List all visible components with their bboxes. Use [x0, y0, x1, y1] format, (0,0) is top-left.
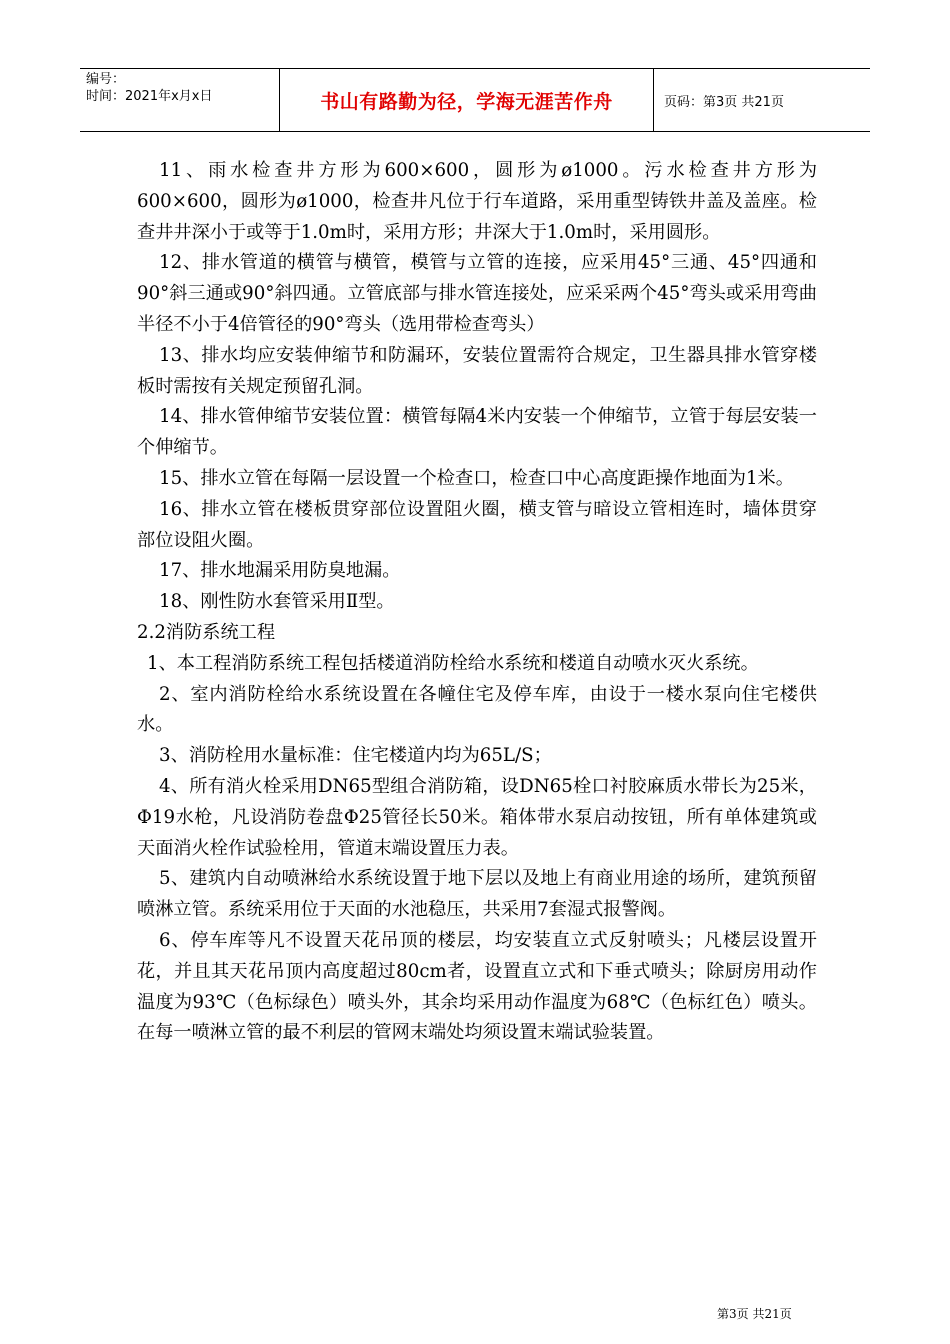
fire-paragraph-1: 1、本工程消防系统工程包括楼道消防栓给水系统和楼道自动喷水灭火系统。 [147, 652, 759, 674]
header-page-info: 页码：第3页 共21页 [664, 94, 784, 110]
page-header [80, 68, 870, 132]
document-body [137, 156, 817, 1049]
paragraph-18: 18、刚性防水套管采用Ⅱ型。 [159, 591, 395, 613]
paragraph-13: 13、排水均应安装伸缩节和防漏环，安装位置需符合规定，卫生器具排水管穿楼板时需按有关规定预留孔洞。 [137, 344, 817, 397]
paragraph-14: 14、排水管伸缩节安装位置：横管每隔4米内安装一个伸缩节，立管于每层安装一个伸缩节。 [137, 406, 817, 459]
fire-paragraph-6: 6、停车库等凡不设置天花吊顶的楼层，均安装直立式反射喷头；凡楼层设置开花，并且其天花吊顶内高度超过80cm者，设置直立式和下垂式喷头；除厨房用动作温度为93℃（色标绿色）喷头外，其余均采用动作温度为68℃（色标红色）喷头。在每一喷淋立管的最不利层的管网末端处均须设置末端试验装置。 [137, 929, 817, 1044]
fire-paragraph-5: 5、建筑内自动喷淋给水系统设置于地下层以及地上有商业用途的场所，建筑预留喷淋立管。系统采用位于天面的水池稳压，共采用7套湿式报警阀。 [137, 868, 817, 921]
paragraph-11: 11、雨水检查井方形为600×600，圆形为ø1000。污水检查井方形为600×600，圆形为ø1000，检查井凡位于行车道路，采用重型铸铁井盖及盖座。检查井井深小于或等于1.0m时，采用方形；井深大于1.0m时，采用圆形。 [137, 160, 817, 243]
paragraph-15: 15、排水立管在每隔一层设置一个检查口，检查口中心高度距操作地面为1米。 [159, 467, 794, 489]
time-label: 时间：2021年x月x日 [86, 89, 213, 104]
fire-paragraph-2: 2、室内消防栓给水系统设置在各幢住宅及停车库，由设于一楼水泵向住宅楼供水。 [137, 683, 817, 736]
header-motto: 书山有路勤为径，学海无涯苦作舟 [280, 69, 654, 131]
paragraph-16: 16、排水立管在楼板贯穿部位设置阻火圈，横支管与暗设立管相连时，墙体贯穿部位设阻火圈。 [137, 498, 817, 551]
paragraph-12: 12、排水管道的横管与横管，模管与立管的连接，应采用45°三通、45°四通和90°斜三通或90°斜四通。立管底部与排水管连接处，应采采两个45°弯头或采用弯曲半径不小于4倍管径的90°弯头（选用带检查弯头） [137, 252, 817, 335]
fire-paragraph-3: 3、消防栓用水量标准：住宅楼道内均为65L/S； [159, 745, 552, 767]
header-meta [80, 69, 280, 131]
page-footer: 第3页 共21页 [717, 1307, 792, 1321]
fire-paragraph-4: 4、所有消火栓采用DN65型组合消防箱，设DN65栓口衬胶麻质水带长为25米，Φ19水枪，凡设消防卷盘Φ25管径长50米。箱体带水泵启动按钮，所有单体建筑或天面消火栓作试验栓用，管道末端设置压力表。 [137, 775, 817, 859]
number-label: 编号： [86, 72, 126, 87]
paragraph-17: 17、排水地漏采用防臭地漏。 [159, 560, 401, 582]
section-title: 2.2消防系统工程 [137, 621, 276, 643]
